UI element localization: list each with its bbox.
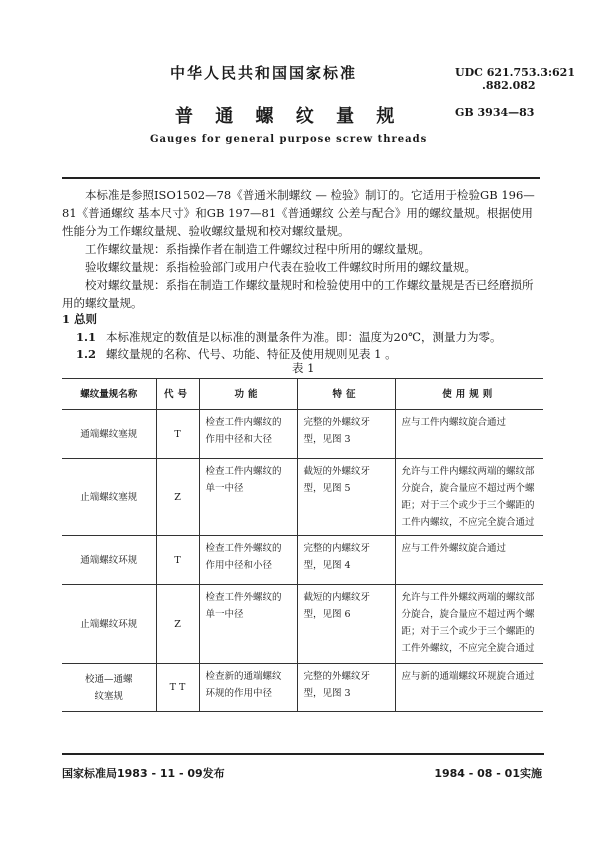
clause-text: 本标准规定的数值是以标准的测量条件为准。即：温度为20℃，测量力为零。 <box>106 330 502 344</box>
clause-1-2 <box>76 346 397 362</box>
cell: 通端螺纹环规 <box>62 536 156 585</box>
footer-rule <box>62 753 544 755</box>
cell: 检查工件外螺纹的作用中径和小径 <box>199 536 297 585</box>
intro-paragraph: 本标准是参照ISO1502—78《普通米制螺纹 — 检验》制订的。它适用于检验GB 196—81《普通螺纹 基本尺寸》和GB 197—81《普通螺纹 公差与配合》用的螺纹量规。根据使用性能分为工作螺纹量规、验收螺纹量规和校对螺纹量规。 <box>62 188 535 238</box>
table-header-row <box>62 379 543 410</box>
cell: 检查新的通端螺纹环规的作用中径 <box>199 664 297 712</box>
cell: Z <box>156 459 199 536</box>
issue-date: 国家标准局1983 - 11 - 09发布 <box>62 767 225 780</box>
intro-paragraph: 校对螺纹量规：系指在制造工作螺纹量规时和检验使用中的工作螺纹量规是否已经磨损所用的螺纹量规。 <box>62 278 534 310</box>
udc-code <box>455 66 575 92</box>
table-row <box>62 664 543 712</box>
clause-number: 1.2 <box>76 347 97 361</box>
header-rule <box>62 177 540 179</box>
intro-paragraph: 验收螺纹量规：系指检验部门或用户代表在验收工件螺纹时所用的螺纹量规。 <box>85 260 476 274</box>
cell: Z <box>156 585 199 664</box>
cell: 止端螺纹塞规 <box>62 459 156 536</box>
cell: T T <box>156 664 199 712</box>
table-row <box>62 410 543 459</box>
english-title: Gauges for general purpose screw threads <box>150 134 428 145</box>
effective-date: 1984 - 08 - 01实施 <box>434 767 542 780</box>
cell: 允许与工件外螺纹两端的螺纹部分旋合，旋合量应不超过两个螺距；对于三个或少于三个螺距的工件外螺纹，不应完全旋合通过 <box>395 585 543 664</box>
gauge-table <box>62 378 543 712</box>
cell: 检查工件外螺纹的单一中径 <box>199 585 297 664</box>
cell: 应与新的通端螺纹环规旋合通过 <box>395 664 543 712</box>
header-cell: 特征 <box>297 379 395 410</box>
cell: 截短的内螺纹牙型，见图 6 <box>297 585 395 664</box>
standard-label: 中华人民共和国国家标准 <box>170 64 358 82</box>
table-row <box>62 459 543 536</box>
cell: 通端螺纹塞规 <box>62 410 156 459</box>
cell: 止端螺纹环规 <box>62 585 156 664</box>
gb-code: GB 3934—83 <box>455 106 535 119</box>
clause-1-1 <box>76 329 502 345</box>
document-title: 普 通 螺 纹 量 规 <box>175 106 403 127</box>
header-cell: 代号 <box>156 379 199 410</box>
header-cell: 螺纹量规名称 <box>62 379 156 410</box>
header-cell: 功能 <box>199 379 297 410</box>
cell: 应与工件外螺纹旋合通过 <box>395 536 543 585</box>
cell: 截短的外螺纹牙型，见图 5 <box>297 459 395 536</box>
udc-line1: UDC 621.753.3:621 <box>455 66 575 79</box>
cell: 允许与工件内螺纹两端的螺纹部分旋合，旋合量应不超过两个螺距；对于三个或少于三个螺距的工件内螺纹，不应完全旋合通过 <box>395 459 543 536</box>
cell: 应与工件内螺纹旋合通过 <box>395 410 543 459</box>
cell: 完整的外螺纹牙型，见图 3 <box>297 664 395 712</box>
cell: T <box>156 410 199 459</box>
intro <box>62 186 542 312</box>
table-row <box>62 536 543 585</box>
clause-text: 螺纹量规的名称、代号、功能、特征及使用规则见表 1 。 <box>106 347 397 361</box>
intro-paragraph: 工作螺纹量规：系指操作者在制造工件螺纹过程中所用的螺纹量规。 <box>85 242 430 256</box>
udc-line2: .882.082 <box>482 79 536 92</box>
cell: 校通—通螺纹塞规 <box>62 664 156 712</box>
cell: 完整的外螺纹牙型，见图 3 <box>297 410 395 459</box>
cell: T <box>156 536 199 585</box>
header-cell: 使用规则 <box>395 379 543 410</box>
cell: 完整的内螺纹牙型，见图 4 <box>297 536 395 585</box>
cell: 检查工件内螺纹的作用中径和大径 <box>199 410 297 459</box>
table-caption: 表 1 <box>292 361 315 375</box>
clause-number: 1.1 <box>76 330 97 344</box>
section-heading: 1 总则 <box>62 312 98 326</box>
cell: 检查工件内螺纹的单一中径 <box>199 459 297 536</box>
table-row <box>62 585 543 664</box>
